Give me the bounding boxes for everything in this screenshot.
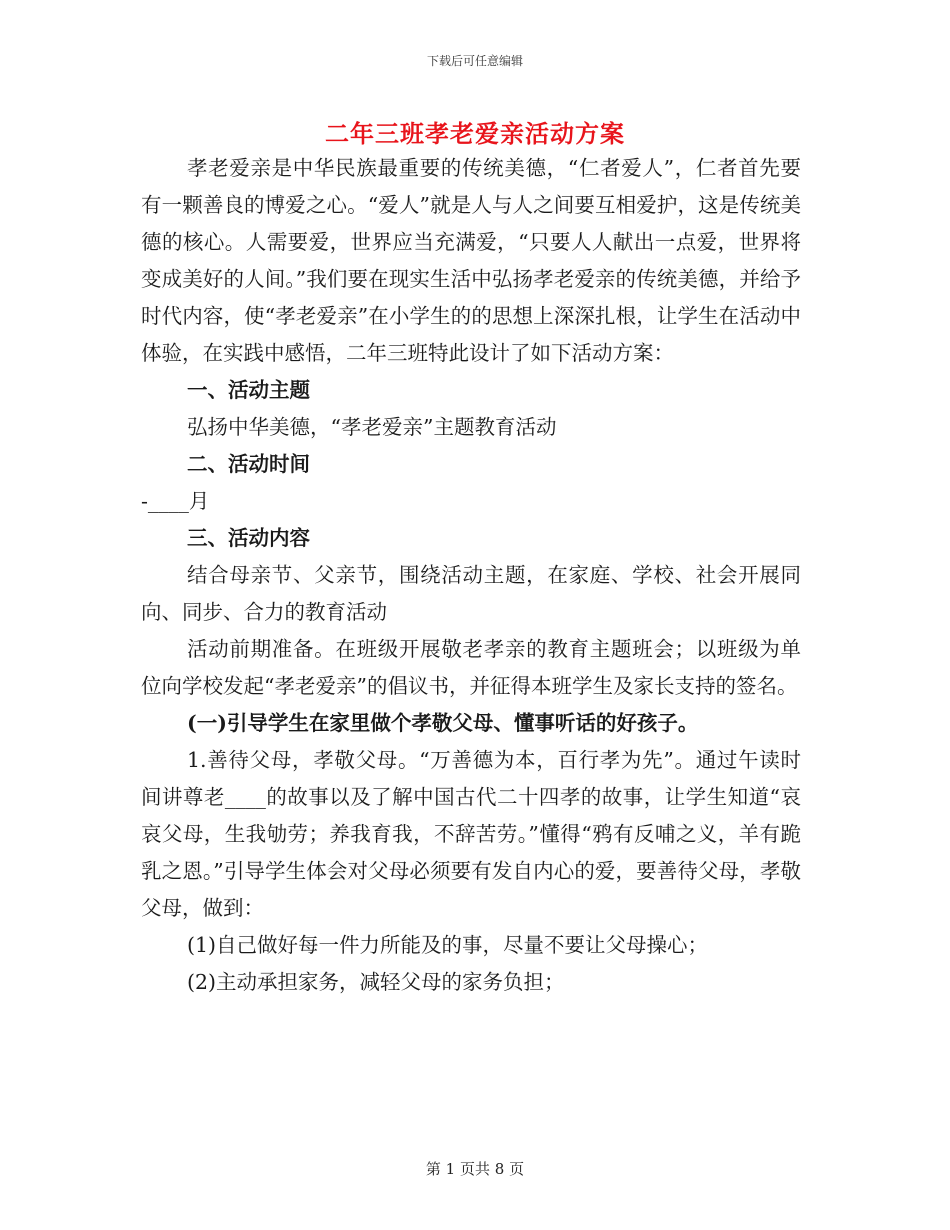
preparation-paragraph: 活动前期准备。在班级开展敬老孝亲的教育主题班会；以班级为单位向学校发起“孝老爱亲”的倡议书，并征得本班学生及家长支持的签名。 [141, 637, 801, 698]
content-paragraph: 结合母亲节、父亲节，围绕活动主题，在家庭、学校、社会开展同向、同步、合力的教育活动 [141, 563, 801, 624]
theme-paragraph: 弘扬中华美德，“孝老爱亲”主题教育活动 [187, 415, 557, 439]
document-title: 二年三班孝老爱亲活动方案 [325, 119, 625, 148]
list-item-2: (2)主动承担家务，减轻父母的家务负担； [187, 970, 565, 994]
page-header: 下载后可任意编辑 [426, 54, 523, 68]
section-heading-content: 三、活动内容 [187, 526, 310, 550]
document-body [141, 150, 801, 1001]
item-1-paragraph: 1.善待父母，孝敬父母。“万善德为本，百行孝为先”。通过午读时间讲尊老____的故事以及了解中国古代二十四孝的故事，让学生知道“哀哀父母，生我劬劳；养我育我，不辞苦劳。”懂得“鸦有反哺之义，羊有跪乳之恩。”引导学生体会对父母必须要有发自内心的爱，要善待父母，孝敬父母，做到： [141, 748, 801, 920]
intro-paragraph: 孝老爱亲是中华民族最重要的传统美德，“仁者爱人”，仁者首先要有一颗善良的博爱之心。“爱人”就是人与人之间要互相爱护，这是传统美德的核心。人需要爱，世界应当充满爱，“只要人人献出一点爱，世界将变成美好的人间。”我们要在现实生活中弘扬孝老爱亲的传统美德，并给予时代内容，使“孝老爱亲”在小学生的的思想上深深扎根，让学生在活动中体验，在实践中感悟，二年三班特此设计了如下活动方案： [141, 156, 801, 365]
section-heading-theme: 一、活动主题 [187, 378, 310, 402]
list-item-1: (1)自己做好每一件力所能及的事，尽量不要让父母操心； [187, 933, 709, 957]
section-heading-time: 二、活动时间 [187, 452, 310, 476]
page-footer: 第 1 页共 8 页 [425, 1160, 525, 1178]
subsection-heading-home: (一)引导学生在家里做个孝敬父母、懂事听话的好孩子。 [187, 711, 699, 735]
time-paragraph: -____月 [141, 489, 210, 513]
